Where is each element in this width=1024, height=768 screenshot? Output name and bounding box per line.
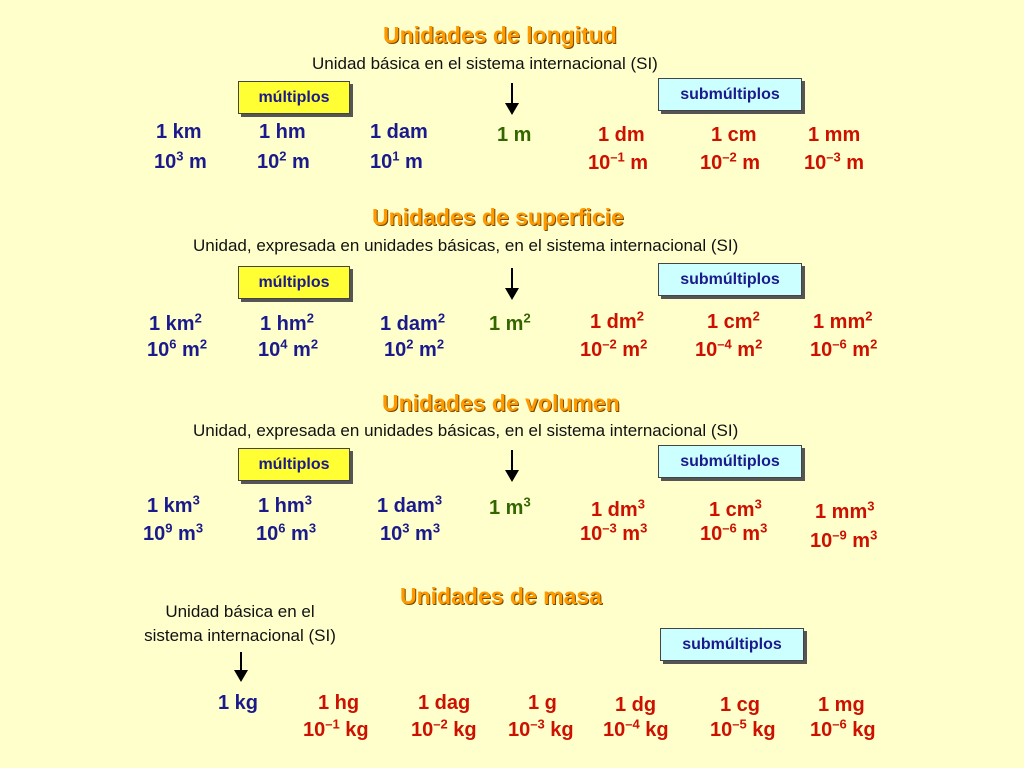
subtitle-masa-line2: sistema internacional (SI) xyxy=(144,626,336,645)
unit-longitud-mult-2: 1 dam xyxy=(370,121,428,143)
pow-longitud-sub-1: $10^{-2}$ m xyxy=(700,149,761,174)
subtitle-masa-line1: Unidad básica en el xyxy=(165,602,315,621)
unit-masa-sub-4: 1 cg xyxy=(720,694,761,716)
unit-superficie-sub-0: 1 $dm^2$ xyxy=(590,308,644,333)
multiples-box-superficie: múltiplos xyxy=(238,266,350,299)
pow-longitud-mult-0: $10^3$ m xyxy=(154,148,207,173)
unit-volumen-sub-2: 1 $mm^3$ xyxy=(815,498,875,523)
base-unit-superficie: 1 $m^2$ xyxy=(489,310,531,335)
pow-longitud-sub-0: $10^{-1}$ m xyxy=(588,149,649,174)
pow-volumen-sub-2: $10^{-9}$ $m^3$ xyxy=(810,527,878,552)
pow-superficie-sub-1: $10^{-4}$ $m^2$ xyxy=(695,336,763,361)
unit-masa-sub-3: 1 dg xyxy=(615,694,657,716)
unit-volumen-mult-1: 1 $hm^3$ xyxy=(258,492,312,517)
multiples-box-volumen: múltiplos xyxy=(238,448,350,481)
base-unit-masa: 1 kg xyxy=(218,692,259,714)
pow-masa-sub-4: $10^{-5}$ kg xyxy=(710,716,776,741)
unit-volumen-mult-0: 1 $km^3$ xyxy=(147,492,200,517)
multiples-box-longitud: múltiplos xyxy=(238,81,350,114)
pow-volumen-sub-1: $10^{-6}$ $m^3$ xyxy=(700,520,768,545)
subtitle-volumen: Unidad, expresada en unidades básicas, en el sistema internacional (SI) xyxy=(193,421,739,440)
pow-longitud-mult-2: $10^1$ m xyxy=(370,148,423,173)
pow-superficie-mult-0: $10^6$ $m^2$ xyxy=(147,336,208,361)
unit-masa-sub-5: 1 mg xyxy=(818,694,865,716)
unit-superficie-sub-1: 1 $cm^2$ xyxy=(707,308,760,333)
unit-volumen-mult-2: 1 dam$^3$ xyxy=(377,492,443,517)
submultiples-box-superficie: submúltiplos xyxy=(658,263,802,296)
pow-superficie-mult-2: $10^2$ $m^2$ xyxy=(384,336,445,361)
submultiples-box-volumen: submúltiplos xyxy=(658,445,802,478)
subtitle-superficie: Unidad, expresada en unidades básicas, en el sistema internacional (SI) xyxy=(193,236,739,255)
pow-volumen-mult-2: $10^3$ $m^3$ xyxy=(380,520,441,545)
pow-masa-sub-1: $10^{-2}$ kg xyxy=(411,716,477,741)
pow-volumen-mult-1: $10^6$ $m^3$ xyxy=(256,520,317,545)
pow-longitud-sub-2: $10^{-3}$ m xyxy=(804,149,865,174)
pow-longitud-mult-1: $10^2$ m xyxy=(257,148,310,173)
pow-superficie-sub-2: $10^{-6}$ $m^2$ xyxy=(810,336,878,361)
base-unit-volumen: 1 $m^3$ xyxy=(489,494,531,519)
arrow-down-icon xyxy=(511,83,513,113)
arrow-down-icon xyxy=(240,652,242,680)
title-longitud: Unidades de longitud xyxy=(383,22,617,48)
submultiples-box-masa: submúltiplos xyxy=(660,628,804,661)
title-superficie: Unidades de superficie xyxy=(372,204,624,230)
unit-superficie-sub-2: 1 $mm^2$ xyxy=(813,308,873,333)
base-unit-longitud: 1 m xyxy=(497,124,532,146)
unit-longitud-mult-0: 1 km xyxy=(156,121,202,143)
unit-masa-sub-0: 1 hg xyxy=(318,692,360,714)
pow-masa-sub-3: $10^{-4}$ kg xyxy=(603,716,669,741)
unit-masa-sub-1: 1 dag xyxy=(418,692,471,714)
unit-longitud-sub-2: 1 mm xyxy=(808,124,861,146)
submultiples-box-longitud: submúltiplos xyxy=(658,78,802,111)
pow-volumen-mult-0: $10^9$ $m^3$ xyxy=(143,520,204,545)
unit-longitud-sub-1: 1 cm xyxy=(711,124,757,146)
unit-longitud-sub-0: 1 dm xyxy=(598,124,645,146)
arrow-down-icon xyxy=(511,450,513,480)
subtitle-longitud: Unidad básica en el sistema internacional (SI) xyxy=(312,54,658,73)
pow-masa-sub-5: $10^{-6}$ kg xyxy=(810,716,876,741)
pow-superficie-sub-0: $10^{-2}$ $m^2$ xyxy=(580,336,648,361)
title-masa: Unidades de masa xyxy=(400,583,602,609)
title-volumen: Unidades de volumen xyxy=(382,390,620,416)
pow-superficie-mult-1: $10^4$ $m^2$ xyxy=(258,336,319,361)
pow-masa-sub-2: $10^{-3}$ kg xyxy=(508,716,574,741)
unit-superficie-mult-1: 1 $hm^2$ xyxy=(260,310,314,335)
arrow-down-icon xyxy=(511,268,513,298)
unit-volumen-sub-1: 1 $cm^3$ xyxy=(709,496,762,521)
unit-longitud-mult-1: 1 hm xyxy=(259,121,306,143)
unit-superficie-mult-2: 1 dam$^2$ xyxy=(380,310,446,335)
pow-volumen-sub-0: $10^{-3}$ $m^3$ xyxy=(580,520,648,545)
pow-masa-sub-0: $10^{-1}$ kg xyxy=(303,716,369,741)
unit-volumen-sub-0: 1 $dm^3$ xyxy=(591,496,645,521)
unit-superficie-mult-0: 1 $km^2$ xyxy=(149,310,202,335)
unit-masa-sub-2: 1 g xyxy=(528,692,557,714)
